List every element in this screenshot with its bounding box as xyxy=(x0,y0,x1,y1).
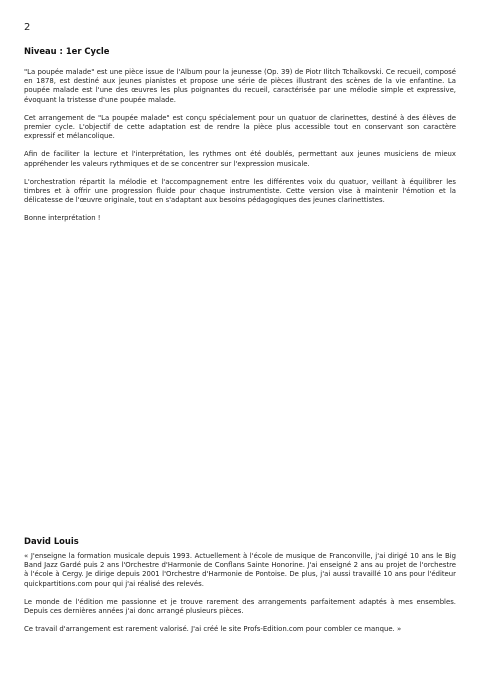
intro-paragraph: Afin de faciliter la lecture et l'interprétation, les rythmes ont été doublés, permettant aux jeunes musiciens de mieux appréhender les valeurs rythmiques et de se concentrer sur l'expression musicale. xyxy=(24,150,456,168)
level-heading: Niveau : 1er Cycle xyxy=(24,46,110,56)
bio-paragraph: Le monde de l'édition me passionne et je trouve rarement des arrangements parfaitement adaptés à mes ensembles. Depuis ces dernières années j'ai donc arrangé plusieurs pièces. xyxy=(24,597,456,616)
closing-line: Bonne interprétation ! xyxy=(24,214,101,223)
intro-section xyxy=(24,68,456,233)
author-bio-section xyxy=(24,552,456,643)
bio-paragraph: « J'enseigne la formation musicale depuis 1993. Actuellement à l'école de musique de Franconville, j'ai dirigé 10 ans le Big Band Jazz Gardé puis 2 ans l'Orchestre d'Harmonie de Conflans Sainte Honorine. J'ai enseigné 2 ans au projet de l'orchestre à l'école à Cergy. Je dirige depuis 2001 l'Orchestre d'Harmonie de Pontoise. De plus, j'ai aussi travaillé 10 ans pour l'éditeur quickpartitions.com pour qui j'ai réalisé des relevés. xyxy=(24,552,456,588)
intro-paragraph: "La poupée malade" est une pièce issue de l'Album pour la jeunesse (Op. 39) de Piotr Ilitch Tchaïkovski. Ce recueil, composé en 1878, est destiné aux jeunes pianistes et propose une série de pièces illustrant des scènes de la vie enfantine. La poupée malade est l'une des œuvres les plus poignantes du recueil, caractérisée par une mélodie simple et expressive, évoquant la tristesse d'une poupée malade. xyxy=(24,68,456,104)
author-heading: David Louis xyxy=(24,536,79,546)
bio-paragraph: Ce travail d'arrangement est rarement valorisé. J'ai créé le site Profs-Edition.com pour combler ce manque. » xyxy=(24,625,402,634)
intro-paragraph: Cet arrangement de "La poupée malade" est conçu spécialement pour un quatuor de clarinettes, destiné à des élèves de premier cycle. L'objectif de cette adaptation est de rendre la pièce plus accessible tout en conservant son caractère expressif et mélancolique. xyxy=(24,113,456,141)
page-number: 2 xyxy=(24,22,31,33)
intro-paragraph: L'orchestration répartit la mélodie et l'accompagnement entre les différentes voix du quatuor, veillant à équilibrer les timbres et à offrir une progression fluide pour chaque instrumentiste. Cette version vise à maintenir l'émotion et la délicatesse de l'œuvre originale, tout en s'adaptant aux besoins pédagogiques des jeunes clarinettistes. xyxy=(24,177,456,205)
